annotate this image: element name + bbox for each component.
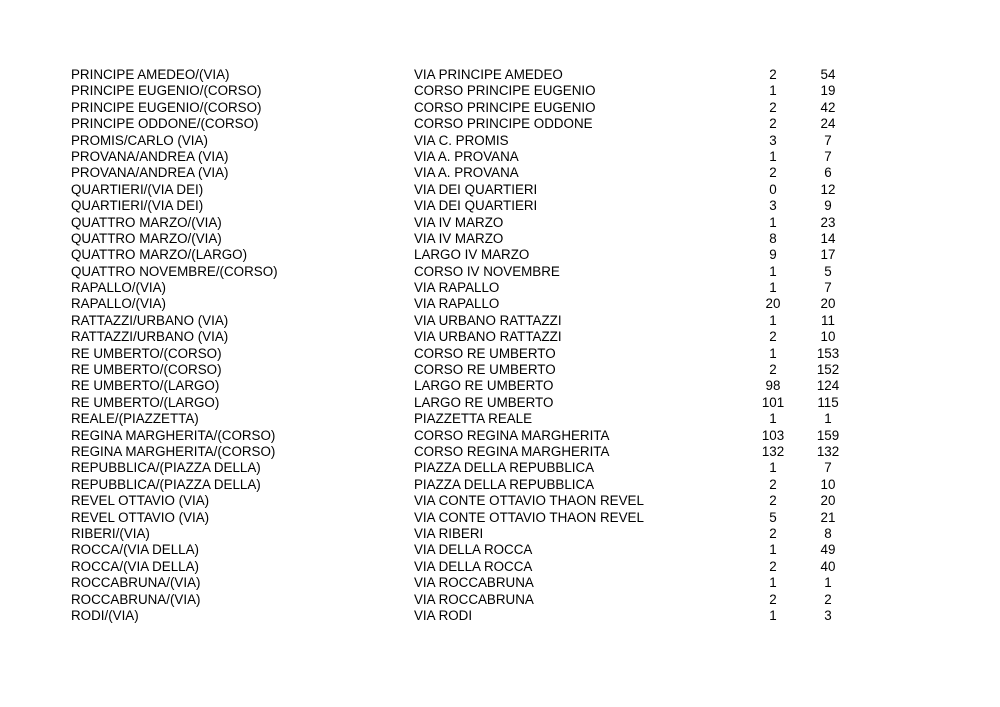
table-row xyxy=(71,559,871,575)
street-official-name: VIA RIBERI xyxy=(414,525,484,541)
street-official-name: VIA ROCCABRUNA xyxy=(414,575,534,591)
range-end-number: 115 xyxy=(817,394,839,410)
table-row xyxy=(71,296,871,312)
range-end-number: 3 xyxy=(824,607,832,623)
street-official-name: CORSO REGINA MARGHERITA xyxy=(414,427,610,443)
street-index-key: RE UMBERTO/(LARGO) xyxy=(71,378,220,394)
range-start-number: 2 xyxy=(769,476,777,492)
range-end-number: 20 xyxy=(820,296,836,312)
street-index-key: RATTAZZI/URBANO (VIA) xyxy=(71,312,229,328)
range-end-number: 10 xyxy=(820,329,836,345)
table-row xyxy=(71,575,871,591)
table-row xyxy=(71,346,871,362)
street-index-key: RE UMBERTO/(CORSO) xyxy=(71,345,222,361)
street-official-name: VIA URBANO RATTAZZI xyxy=(414,312,562,328)
street-index-key: QUARTIERI/(VIA DEI) xyxy=(71,198,204,214)
table-row xyxy=(71,378,871,394)
street-official-name: VIA CONTE OTTAVIO THAON REVEL xyxy=(414,509,644,525)
range-end-number: 1 xyxy=(824,575,832,591)
range-start-number: 1 xyxy=(769,345,777,361)
range-start-number: 3 xyxy=(769,198,777,214)
street-index-key: REPUBBLICA/(PIAZZA DELLA) xyxy=(71,460,261,476)
range-end-number: 10 xyxy=(820,476,836,492)
street-official-name: CORSO IV NOVEMBRE xyxy=(414,263,560,279)
table-row xyxy=(71,165,871,181)
range-start-number: 9 xyxy=(769,247,777,263)
range-start-number: 2 xyxy=(769,329,777,345)
range-end-number: 14 xyxy=(820,230,836,246)
range-start-number: 1 xyxy=(769,148,777,164)
range-start-number: 2 xyxy=(769,165,777,181)
table-row xyxy=(71,215,871,231)
table-row xyxy=(71,428,871,444)
table-row xyxy=(71,133,871,149)
street-index-key: QUATTRO MARZO/(VIA) xyxy=(71,230,222,246)
street-index-key: REPUBBLICA/(PIAZZA DELLA) xyxy=(71,476,261,492)
street-official-name: VIA DEI QUARTIERI xyxy=(414,181,538,197)
street-index-key: QUARTIERI/(VIA DEI) xyxy=(71,181,204,197)
street-official-name: PIAZZA DELLA REPUBBLICA xyxy=(414,460,595,476)
street-index-key: RE UMBERTO/(LARGO) xyxy=(71,394,220,410)
table-row xyxy=(71,477,871,493)
street-official-name: CORSO PRINCIPE ODDONE xyxy=(414,116,593,132)
street-official-name: VIA DELLA ROCCA xyxy=(414,558,533,574)
range-end-number: 54 xyxy=(820,67,836,82)
street-index-key: PROVANA/ANDREA (VIA) xyxy=(71,165,229,181)
range-end-number: 132 xyxy=(816,443,840,459)
street-official-name: VIA RAPALLO xyxy=(414,296,500,312)
range-start-number: 2 xyxy=(769,493,777,509)
street-official-name: CORSO RE UMBERTO xyxy=(414,345,556,361)
table-row xyxy=(71,182,871,198)
street-index-key: RATTAZZI/URBANO (VIA) xyxy=(71,329,229,345)
range-end-number: 1 xyxy=(824,411,832,427)
range-start-number: 2 xyxy=(769,116,777,132)
table-row xyxy=(71,460,871,476)
street-index-key: REGINA MARGHERITA/(CORSO) xyxy=(71,427,276,443)
street-index-key: PRINCIPE AMEDEO/(VIA) xyxy=(71,67,230,82)
range-end-number: 6 xyxy=(824,165,832,181)
range-start-number: 1 xyxy=(769,312,777,328)
range-end-number: 7 xyxy=(824,460,832,476)
range-end-number: 11 xyxy=(821,312,835,328)
range-start-number: 1 xyxy=(769,83,777,99)
range-start-number: 8 xyxy=(769,230,777,246)
table-row xyxy=(71,362,871,378)
range-start-number: 101 xyxy=(761,394,785,410)
street-index-key: ROCCABRUNA/(VIA) xyxy=(71,575,201,591)
street-index-key: PRINCIPE EUGENIO/(CORSO) xyxy=(71,83,262,99)
table-row xyxy=(71,67,871,83)
table-row xyxy=(71,542,871,558)
range-start-number: 103 xyxy=(761,427,785,443)
range-start-number: 1 xyxy=(769,263,777,279)
range-start-number: 1 xyxy=(769,575,777,591)
range-start-number: 5 xyxy=(769,509,777,525)
table-row xyxy=(71,149,871,165)
street-official-name: VIA A. PROVANA xyxy=(414,148,519,164)
street-index-key: RIBERI/(VIA) xyxy=(71,525,150,541)
range-start-number: 20 xyxy=(765,296,781,312)
table-row xyxy=(71,411,871,427)
street-official-name: VIA IV MARZO xyxy=(414,214,504,230)
range-end-number: 9 xyxy=(824,198,832,214)
range-end-number: 19 xyxy=(820,83,836,99)
street-index-key: RAPALLO/(VIA) xyxy=(71,296,167,312)
street-index-key: PRINCIPE EUGENIO/(CORSO) xyxy=(71,99,262,115)
street-official-name: VIA RAPALLO xyxy=(414,280,500,296)
street-official-name: VIA C. PROMIS xyxy=(414,132,509,148)
range-end-number: 5 xyxy=(824,263,832,279)
street-official-name: VIA PRINCIPE AMEDEO xyxy=(414,67,563,82)
range-end-number: 17 xyxy=(820,247,836,263)
range-end-number: 40 xyxy=(820,558,836,574)
street-official-name: VIA DEI QUARTIERI xyxy=(414,198,538,214)
range-start-number: 1 xyxy=(769,460,777,476)
range-start-number: 2 xyxy=(769,99,777,115)
street-official-name: CORSO RE UMBERTO xyxy=(414,362,556,378)
street-official-name: LARGO IV MARZO xyxy=(414,247,530,263)
street-official-name: PIAZZETTA REALE xyxy=(414,411,533,427)
street-official-name: LARGO RE UMBERTO xyxy=(414,378,554,394)
range-start-number: 2 xyxy=(769,362,777,378)
street-index-key: PROMIS/CARLO (VIA) xyxy=(71,132,208,148)
street-index-key: PRINCIPE ODDONE/(CORSO) xyxy=(71,116,259,132)
street-index-key: QUATTRO NOVEMBRE/(CORSO) xyxy=(71,263,278,279)
street-index-key: QUATTRO MARZO/(VIA) xyxy=(71,214,222,230)
range-end-number: 23 xyxy=(820,214,836,230)
range-start-number: 2 xyxy=(769,591,777,607)
street-index-key: REVEL OTTAVIO (VIA) xyxy=(71,509,210,525)
street-official-name: CORSO PRINCIPE EUGENIO xyxy=(414,99,596,115)
street-official-name: VIA DELLA ROCCA xyxy=(414,542,533,558)
range-end-number: 7 xyxy=(824,132,832,148)
street-index-key: REVEL OTTAVIO (VIA) xyxy=(71,493,210,509)
range-start-number: 1 xyxy=(769,411,777,427)
range-end-number: 152 xyxy=(816,362,840,378)
street-official-name: VIA IV MARZO xyxy=(414,230,504,246)
range-end-number: 12 xyxy=(820,181,836,197)
table-row xyxy=(71,608,871,624)
street-official-name: VIA RODI xyxy=(414,607,473,623)
street-index-key: RODI/(VIA) xyxy=(71,607,139,623)
street-official-name: VIA CONTE OTTAVIO THAON REVEL xyxy=(414,493,644,509)
table-row xyxy=(71,313,871,329)
street-index-table xyxy=(71,67,871,624)
table-row xyxy=(71,592,871,608)
table-row xyxy=(71,395,871,411)
range-end-number: 49 xyxy=(820,542,836,558)
table-row xyxy=(71,264,871,280)
range-start-number: 3 xyxy=(769,132,777,148)
range-start-number: 132 xyxy=(761,443,785,459)
table-row xyxy=(71,280,871,296)
range-end-number: 21 xyxy=(820,509,836,525)
street-index-key: RE UMBERTO/(CORSO) xyxy=(71,362,222,378)
table-row xyxy=(71,510,871,526)
range-end-number: 153 xyxy=(816,345,840,361)
range-start-number: 1 xyxy=(769,214,777,230)
table-row xyxy=(71,83,871,99)
range-end-number: 7 xyxy=(824,148,832,164)
table-row xyxy=(71,329,871,345)
range-end-number: 7 xyxy=(824,280,832,296)
table-row xyxy=(71,198,871,214)
range-start-number: 2 xyxy=(769,67,777,82)
street-index-key: QUATTRO MARZO/(LARGO) xyxy=(71,247,248,263)
street-official-name: PIAZZA DELLA REPUBBLICA xyxy=(414,476,595,492)
table-row xyxy=(71,526,871,542)
range-start-number: 98 xyxy=(765,378,781,394)
table-row xyxy=(71,444,871,460)
table-row xyxy=(71,493,871,509)
street-index-key: ROCCA/(VIA DELLA) xyxy=(71,558,199,574)
range-start-number: 1 xyxy=(769,542,777,558)
street-official-name: LARGO RE UMBERTO xyxy=(414,394,554,410)
range-start-number: 2 xyxy=(769,525,777,541)
range-end-number: 2 xyxy=(824,591,832,607)
range-end-number: 8 xyxy=(824,525,832,541)
range-end-number: 24 xyxy=(820,116,836,132)
street-official-name: VIA URBANO RATTAZZI xyxy=(414,329,562,345)
range-start-number: 1 xyxy=(769,280,777,296)
table-row xyxy=(71,100,871,116)
street-official-name: VIA A. PROVANA xyxy=(414,165,519,181)
range-start-number: 0 xyxy=(769,181,777,197)
range-end-number: 159 xyxy=(816,427,840,443)
street-index-key: PROVANA/ANDREA (VIA) xyxy=(71,148,229,164)
table-row xyxy=(71,231,871,247)
range-end-number: 20 xyxy=(820,493,836,509)
range-end-number: 42 xyxy=(820,99,836,115)
range-start-number: 1 xyxy=(769,607,777,623)
range-end-number: 124 xyxy=(816,378,840,394)
range-start-number: 2 xyxy=(769,558,777,574)
street-index-key: REALE/(PIAZZETTA) xyxy=(71,411,199,427)
street-official-name: CORSO PRINCIPE EUGENIO xyxy=(414,83,596,99)
street-index-key: ROCCA/(VIA DELLA) xyxy=(71,542,199,558)
street-index-key: REGINA MARGHERITA/(CORSO) xyxy=(71,443,276,459)
street-official-name: VIA ROCCABRUNA xyxy=(414,591,534,607)
table-row xyxy=(71,247,871,263)
street-index-key: RAPALLO/(VIA) xyxy=(71,280,167,296)
table-row xyxy=(71,116,871,132)
street-index-key: ROCCABRUNA/(VIA) xyxy=(71,591,201,607)
street-official-name: CORSO REGINA MARGHERITA xyxy=(414,443,610,459)
